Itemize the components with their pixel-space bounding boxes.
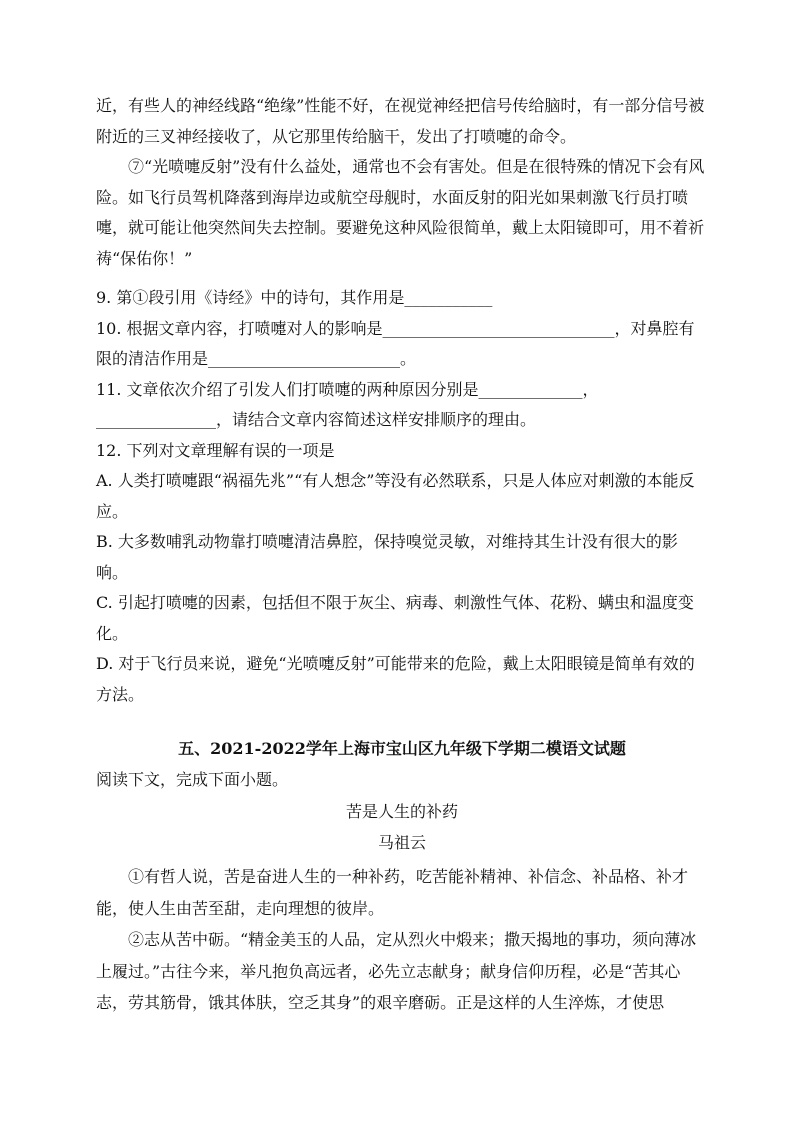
passage-paragraph-7: ⑦“光喷嚏反射”没有什么益处，通常也不会有害处。但是在很特殊的情况下会有风险。如飞行员驾机降落到海岸边或航空母舰时，水面反射的阳光如果刺激飞行员打喷嚏，就可能让他突然间失去控制。要避免这种风险很简单，戴上太阳镜即可，用不着祈祷“保佑你！” <box>96 157 705 268</box>
choice-a: A. 人类打喷嚏跟“祸福先兆”“有人想念”等没有必然联系，只是人体应对刺激的本能反应。 <box>96 471 695 521</box>
essay-title: 苦是人生的补药 <box>345 802 458 821</box>
essay-paragraph-2: ②志从苦中砺。“精金美玉的人品，定从烈火中煅来；撒天揭地的事功，须向薄冰上履过。”古往今来，举凡抱负高远者，必先立志献身；献身信仰历程，必是“苦其心志，劳其筋骨，饿其体肤，空乏其身”的艰辛磨砺。正是这样的人生淬炼，才使思 <box>96 930 697 1012</box>
essay-paragraph-1: ①有哲人说，苦是奋进人生的一种补药，吃苦能补精神、补信念、补品格、补才能，使人生由苦至甜，走向理想的彼岸。 <box>96 867 689 918</box>
section-title: 五、2021-2022学年上海市宝山区九年级下学期二模语文试题 <box>178 739 626 758</box>
reading-instruction: 阅读下文，完成下面小题。 <box>96 770 289 789</box>
question-10: 10. 根据文章内容，打喷嚏对人的影响是_____________________________，对鼻腔有限的清洁作用是________________________。 <box>96 318 695 368</box>
essay-author: 马祖云 <box>377 833 426 852</box>
question-9: 9. 第①段引用《诗经》中的诗句，其作用是___________ <box>96 288 493 307</box>
choice-d: D. 对于飞行员来说，避免“光喷嚏反射”可能带来的危险，戴上太阳眼镜是简单有效的方法。 <box>96 654 695 704</box>
passage-continuation <box>96 91 708 274</box>
question-11: 11. 文章依次介绍了引发人们打喷嚏的两种原因分别是_____________，_______________，请结合文章内容简述这样安排顺序的理由。 <box>96 379 599 429</box>
choice-c: C. 引起打喷嚏的因素，包括但不限于灰尘、病毒、刺激性气体、花粉、螨虫和温度变化。 <box>96 593 694 643</box>
questions-block <box>96 283 708 710</box>
passage-paragraph: 近，有些人的神经线路“绝缘”性能不好，在视觉神经把信号传给脑时，有一部分信号被附近的三叉神经接收了，从它那里传给脑干，发出了打喷嚏的命令。 <box>96 96 705 146</box>
question-12: 12. 下列对文章理解有误的一项是 <box>96 440 335 460</box>
essay-body <box>96 861 708 1019</box>
choice-b: B. 大多数哺乳动物靠打喷嚏清洁鼻腔，保持嗅觉灵敏，对维持其生计没有很大的影响。 <box>96 532 678 582</box>
